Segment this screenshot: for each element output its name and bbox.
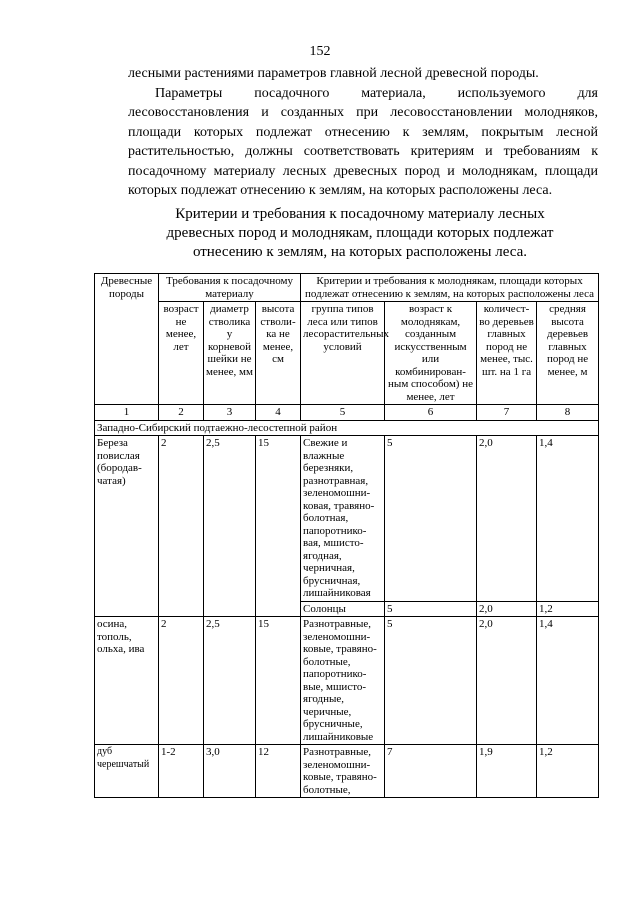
column-number: 1	[95, 405, 159, 421]
region-row	[95, 420, 599, 436]
young-age-cell: 5	[385, 601, 477, 617]
paragraph-line: лесными растениями параметров главной лесной древесной породы.	[128, 66, 539, 81]
table-row	[95, 617, 599, 745]
age-cell: 2	[159, 436, 204, 617]
young-age-cell: 5	[385, 436, 477, 602]
paragraph-line: которых подлежат отнесению к землям, на которых расположены леса.	[128, 183, 553, 198]
header-forest-group: группа типов леса или типов лесорастительных условий	[301, 302, 385, 405]
header-diameter: диаметр стволика у корневой шейки не менее, мм	[204, 302, 256, 405]
column-number: 5	[301, 405, 385, 421]
paragraph-line: растительностью, должны соответствовать критериям и требованиям к	[128, 144, 598, 159]
table-row	[95, 745, 599, 798]
count-cell: 2,0	[477, 436, 537, 602]
paragraph-line: площади которых подлежат отнесению к землям, покрытым лесной	[128, 124, 598, 140]
forest-group-cell: Солонцы	[301, 601, 385, 617]
forest-group-cell: Разнотравные, зеленомошни-ковые, травяно-болотные, папоротнико-вые, мшисто-ягодные, черичные, брусничные, лишайниковые	[301, 617, 385, 745]
species-cell: осина, тополь, ольха, ива	[95, 617, 159, 745]
column-number: 3	[204, 405, 256, 421]
paragraph-line: лесовосстановления и созданных при лесовосстановлении молодняков,	[128, 105, 598, 120]
header-avg-height: средняя высота деревьев главных пород не менее, м	[537, 302, 599, 405]
count-cell: 2,0	[477, 617, 537, 745]
header-count: количест-во деревьев главных пород не менее, тыс. шт. на 1 га	[477, 302, 537, 405]
count-cell: 2,0	[477, 601, 537, 617]
table-caption	[150, 205, 570, 262]
avg-height-cell: 1,2	[537, 601, 599, 617]
table-row	[95, 436, 599, 602]
species-cell: дуб черешчатый	[95, 745, 159, 798]
column-number-row	[95, 405, 599, 421]
diameter-cell: 2,5	[204, 617, 256, 745]
caption-line: Критерии и требования к посадочному материалу лесных	[175, 206, 545, 222]
header-species: Древесные породы	[95, 274, 159, 405]
column-number: 4	[256, 405, 301, 421]
column-number: 7	[477, 405, 537, 421]
paragraph-line: Параметры посадочного материала, используемого для	[155, 85, 598, 101]
column-number: 6	[385, 405, 477, 421]
header-height: высота стволи-ка не менее, см	[256, 302, 301, 405]
count-cell: 1,9	[477, 745, 537, 798]
requirements-table	[94, 273, 599, 798]
species-cell: Береза повислая (бородав-чатая)	[95, 436, 159, 617]
header-young-requirements: Критерии и требования к молоднякам, площади которых подлежат отнесению к землям, на которых расположены леса	[301, 274, 599, 302]
header-age: возраст не менее, лет	[159, 302, 204, 405]
intro-paragraph	[128, 64, 598, 201]
height-cell: 12	[256, 745, 301, 798]
young-age-cell: 5	[385, 617, 477, 745]
paragraph-line: посадочному материалу лесных древесных пород и молоднякам, площади	[128, 163, 598, 179]
height-cell: 15	[256, 617, 301, 745]
header-row-2	[95, 302, 599, 405]
page-number: 152	[309, 44, 331, 59]
diameter-cell: 2,5	[204, 436, 256, 617]
diameter-cell: 3,0	[204, 745, 256, 798]
avg-height-cell: 1,2	[537, 745, 599, 798]
caption-line: отнесению к землям, на которых расположены леса.	[192, 244, 528, 260]
age-cell: 2	[159, 617, 204, 745]
column-number: 8	[537, 405, 599, 421]
age-cell: 1-2	[159, 745, 204, 798]
column-number: 2	[159, 405, 204, 421]
header-young-age: возраст к молоднякам, созданным искусственным или комбинирован-ным способом) не менее, лет	[385, 302, 477, 405]
young-age-cell: 7	[385, 745, 477, 798]
caption-line: древесных пород и молоднякам, площади которых подлежат	[166, 225, 554, 241]
region-name: Западно-Сибирский подтаежно-лесостепной район	[95, 420, 599, 436]
header-planting-requirements: Требования к посадочному материалу	[159, 274, 301, 302]
height-cell: 15	[256, 436, 301, 617]
header-row-1	[95, 274, 599, 302]
forest-group-cell: Свежие и влажные березняки, разнотравная, зеленомошни-ковая, травяно-болотная, папоротнико-вая, мшисто-ягодная, черничная, брусничная, лишайниковая	[301, 436, 385, 602]
forest-group-cell: Разнотравные, зеленомошни-ковые, травяно-болотные,	[301, 745, 385, 798]
avg-height-cell: 1,4	[537, 617, 599, 745]
avg-height-cell: 1,4	[537, 436, 599, 602]
